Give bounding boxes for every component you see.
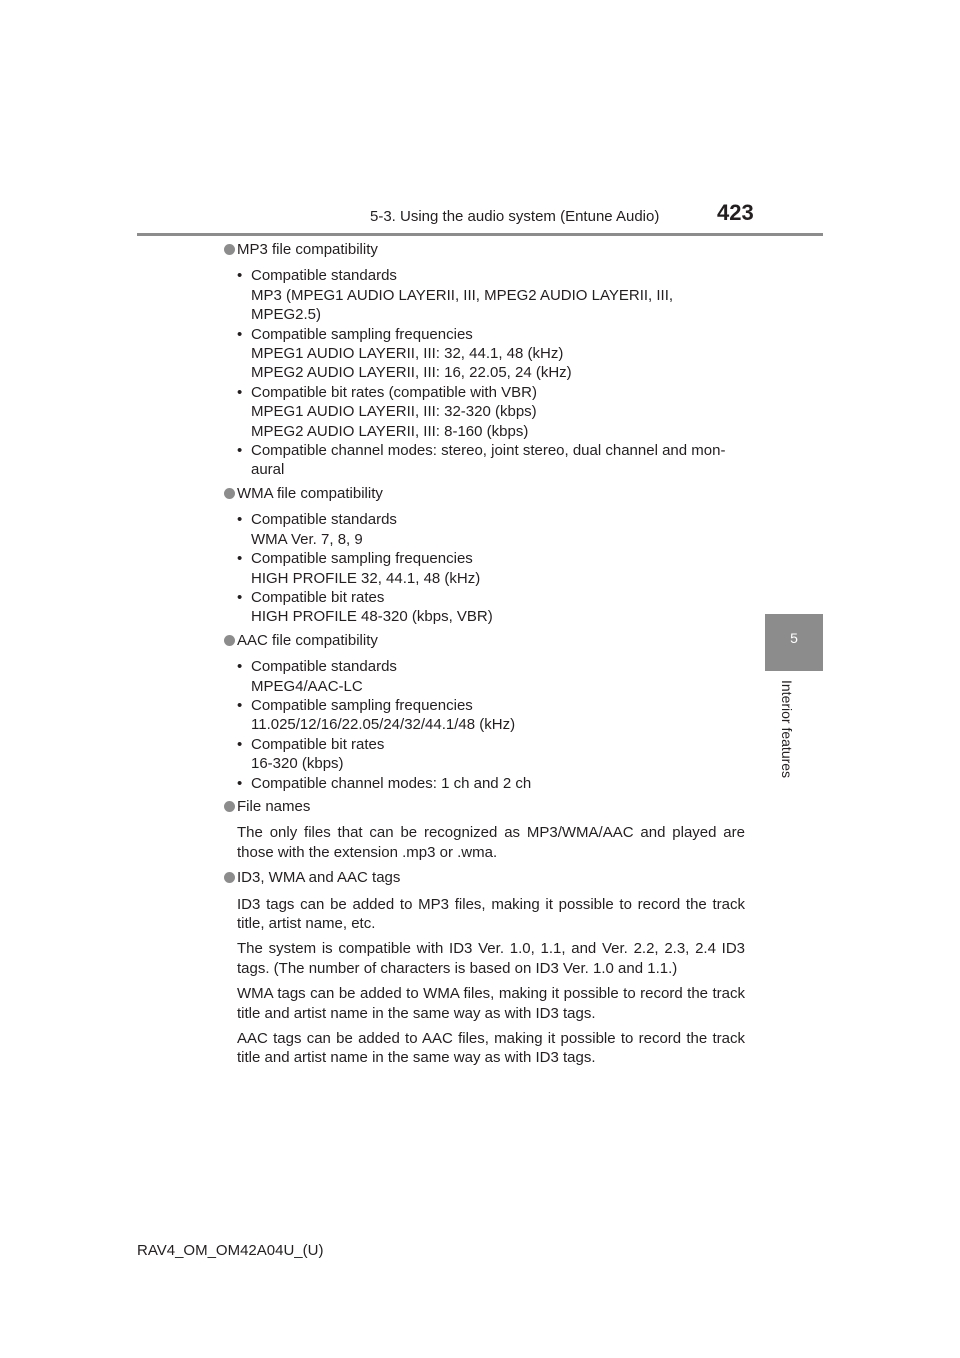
list-item-detail: MPEG2 AUDIO LAYERII, III: 16, 22.05, 24 (kHz): [251, 364, 572, 382]
circle-bullet-icon: [224, 872, 235, 883]
list-item-title: Compatible sampling frequencies: [251, 325, 473, 343]
section-aac: [222, 631, 745, 793]
section-mp3: [222, 240, 745, 480]
circle-bullet-icon: [224, 488, 235, 499]
section-heading: [222, 797, 745, 816]
section-heading: [222, 484, 745, 503]
document-code: RAV4_OM_OM42A04U_(U): [137, 1242, 324, 1259]
circle-bullet-icon: [224, 635, 235, 646]
page-content: [222, 240, 745, 1074]
section-heading: [222, 868, 745, 887]
circle-bullet-icon: [224, 244, 235, 255]
section-wma: [222, 484, 745, 627]
bullet-mark: •: [237, 735, 243, 753]
bullet-mark: •: [237, 696, 243, 714]
chapter-tab-number: 5: [790, 630, 798, 646]
section-heading-text: File names: [237, 797, 311, 815]
paragraph: ID3 tags can be added to MP3 files, making it possible to record the track title, artist name, etc.: [237, 895, 745, 932]
list-item-detail: MPEG4/AAC-LC: [251, 677, 363, 695]
section-heading-text: AAC file compatibility: [237, 631, 378, 649]
list-item-detail: MPEG2.5): [251, 306, 322, 324]
list-item: [237, 657, 745, 696]
section-heading: [222, 240, 745, 259]
list-item: [237, 696, 745, 735]
list-item: [237, 266, 745, 324]
chapter-tab-label: Interior features: [779, 680, 795, 779]
section-heading: [222, 631, 745, 650]
bullet-mark: •: [237, 658, 243, 676]
bullet-list: [222, 657, 745, 793]
list-item: [237, 441, 745, 480]
bullet-mark: •: [237, 325, 243, 343]
header-rule: [137, 233, 823, 236]
section-heading-text: ID3, WMA and AAC tags: [237, 869, 401, 887]
list-item: [237, 735, 745, 774]
list-item-detail: MP3 (MPEG1 AUDIO LAYERII, III, MPEG2 AUDIO LAYERII, III,: [251, 286, 674, 304]
list-item-detail: HIGH PROFILE 32, 44.1, 48 (kHz): [251, 569, 481, 587]
list-item-title: Compatible standards: [251, 511, 397, 529]
bullet-list: [222, 510, 745, 626]
bullet-mark: •: [237, 774, 243, 792]
section-file-names: [222, 797, 745, 862]
list-item-detail: 16-320 (kbps): [251, 755, 344, 773]
page-number: 423: [717, 200, 754, 225]
bullet-mark: •: [237, 550, 243, 568]
bullet-mark: •: [237, 442, 243, 460]
list-item-title: Compatible bit rates: [251, 735, 385, 753]
paragraph: AAC tags can be added to AAC files, making it possible to record the track title and artist name in the same way as with ID3 tags.: [237, 1030, 745, 1067]
list-item-title: Compatible bit rates: [251, 588, 385, 606]
paragraph: WMA tags can be added to WMA files, making it possible to record the track title and artist name in the same way as with ID3 tags.: [237, 985, 745, 1022]
section-tags: [222, 868, 745, 1068]
section-heading-text: MP3 file compatibility: [237, 241, 378, 258]
list-item: [237, 549, 745, 588]
bullet-mark: •: [237, 588, 243, 606]
chapter-tab: [765, 614, 823, 671]
list-item-title: Compatible standards: [251, 267, 397, 285]
bullet-mark: •: [237, 267, 243, 285]
list-item: [237, 510, 745, 549]
list-item-title: Compatible standards: [251, 658, 397, 676]
list-item-title: Compatible bit rates (compatible with VBR): [251, 383, 537, 401]
list-item-title: Compatible channel modes: 1 ch and 2 ch: [251, 774, 532, 792]
list-item-title: Compatible sampling frequencies: [251, 550, 473, 568]
paragraph: The only files that can be recognized as MP3/WMA/AAC and played are those with the extension .mp3 or .wma.: [237, 824, 745, 861]
list-item-title: Compatible sampling frequencies: [251, 696, 473, 714]
paragraph: The system is compatible with ID3 Ver. 1.0, 1.1, and Ver. 2.2, 2.3, 2.4 ID3 tags. (The number of characters is based on ID3 Ver. 1.0 and 1.1.): [237, 940, 745, 977]
bullet-mark: •: [237, 383, 243, 401]
list-item-detail: WMA Ver. 7, 8, 9: [251, 530, 363, 548]
circle-bullet-icon: [224, 801, 235, 812]
bullet-list: [222, 266, 745, 479]
list-item-detail: 11.025/12/16/22.05/24/32/44.1/48 (kHz): [251, 716, 516, 734]
list-item: [237, 325, 745, 383]
list-item-title: Compatible channel modes: stereo, joint stereo, dual channel and mon-: [251, 442, 726, 460]
list-item: [237, 774, 745, 793]
list-item-detail: MPEG1 AUDIO LAYERII, III: 32-320 (kbps): [251, 403, 537, 421]
list-item-detail: MPEG2 AUDIO LAYERII, III: 8-160 (kbps): [251, 422, 529, 440]
section-heading-text: WMA file compatibility: [237, 484, 383, 502]
list-item: [237, 383, 745, 441]
section-header-title: 5-3. Using the audio system (Entune Audio): [370, 208, 660, 225]
list-item-detail: aural: [251, 461, 285, 479]
bullet-mark: •: [237, 511, 243, 529]
list-item-detail: HIGH PROFILE 48-320 (kbps, VBR): [251, 608, 493, 626]
list-item: [237, 588, 745, 627]
list-item-detail: MPEG1 AUDIO LAYERII, III: 32, 44.1, 48 (kHz): [251, 345, 564, 363]
